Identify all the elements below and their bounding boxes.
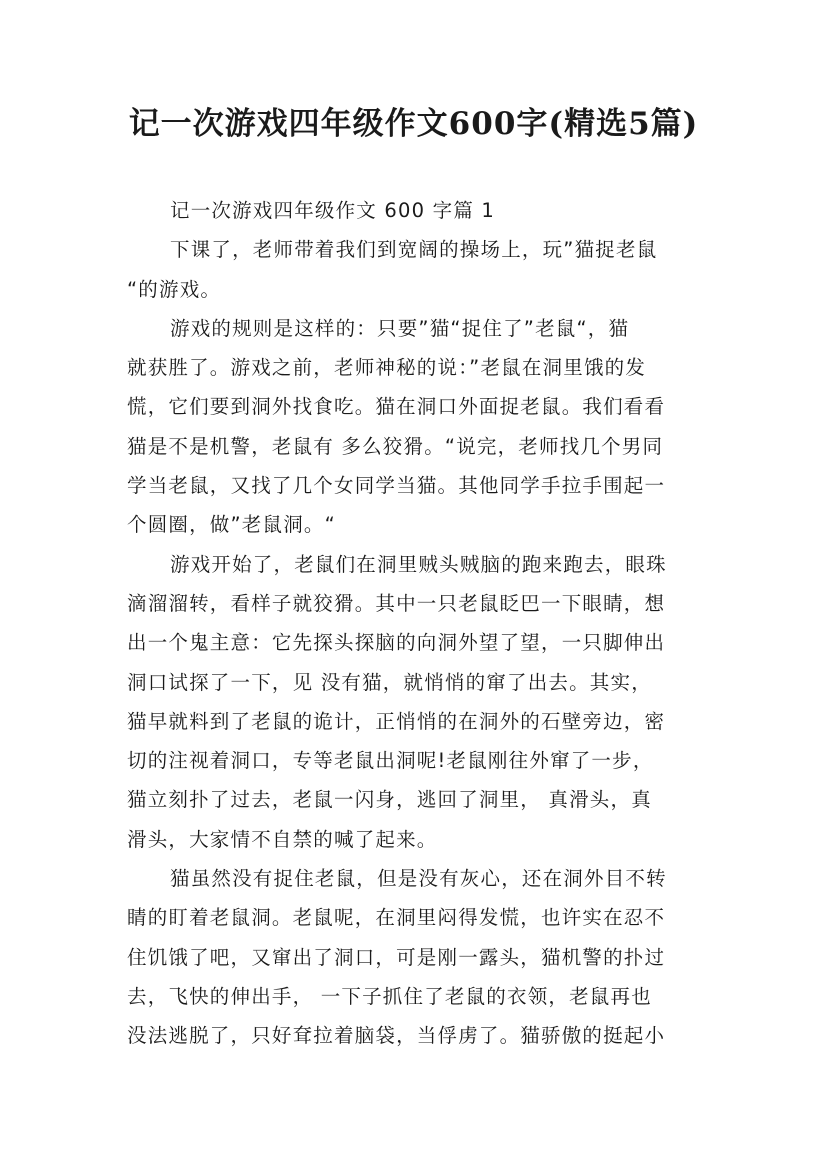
text-line: 就获胜了。游戏之前，老师神秘的说：”老鼠在洞里饿的发 <box>127 356 647 380</box>
text-line: 游戏开始了，老鼠们在洞里贼头贼脑的跑来跑去，眼珠 <box>170 552 667 576</box>
text-line: 猫早就料到了老鼠的诡计，正悄悄的在洞外的石壁旁边，密 <box>127 709 666 733</box>
text-line: 去，飞快的伸出手， 一下子抓住了老鼠的衣领，老鼠再也 <box>127 984 652 1008</box>
text-line: 游戏的规则是这样的：只要”猫“捉住了”老鼠“，猫 <box>170 316 630 340</box>
text-line: 没法逃脱了，只好耷拉着脑袋，当俘虏了。猫骄傲的挺起小 <box>127 1024 666 1048</box>
text-line: 洞口试探了一下，见 没有猫，就悄悄的窜了出去。其实， <box>127 670 652 694</box>
text-line: 记一次游戏四年级作文 600 字篇 1 <box>170 199 496 222</box>
text-line: 猫是不是机警，老鼠有 多么狡猾。“说完，老师找几个男同 <box>127 434 664 458</box>
text-line: 滑头，大家情不自禁的喊了起来。 <box>127 827 438 851</box>
text-line: 个圆圈，做”老鼠洞。“ <box>127 513 336 537</box>
text-line: 睛的盯着老鼠洞。老鼠呢，在洞里闷得发慌，也许实在忍不 <box>127 906 666 930</box>
text-line: 滴溜溜转，看样子就狡猾。其中一只老鼠眨巴一下眼睛，想 <box>127 591 666 615</box>
text-line: 住饥饿了吧，又窜出了洞口，可是刚一露头，猫机警的扑过 <box>127 945 666 969</box>
document-body <box>127 191 707 1056</box>
text-line: 猫虽然没有捉住老鼠，但是没有灰心，还在洞外目不转 <box>170 867 667 891</box>
text-line: 切的注视着洞口，专等老鼠出洞呢!老鼠刚往外窜了一步， <box>127 749 654 773</box>
text-line: 学当老鼠，又找了几个女同学当猫。其他同学手拉手围起一 <box>127 474 666 498</box>
text-line: 下课了，老师带着我们到宽阔的操场上，玩”猫捉老鼠 <box>170 238 658 262</box>
text-line: “的游戏。 <box>127 277 222 301</box>
text-line: 慌，它们要到洞外找食吃。猫在洞口外面捉老鼠。我们看看 <box>127 395 666 419</box>
document-title: 记一次游戏四年级作文600字(精选5篇) <box>128 106 699 142</box>
text-line: 猫立刻扑了过去，老鼠一闪身，逃回了洞里， 真滑头，真 <box>127 788 652 812</box>
text-line: 出一个鬼主意：它先探头探脑的向洞外望了望，一只脚伸出 <box>127 631 666 655</box>
